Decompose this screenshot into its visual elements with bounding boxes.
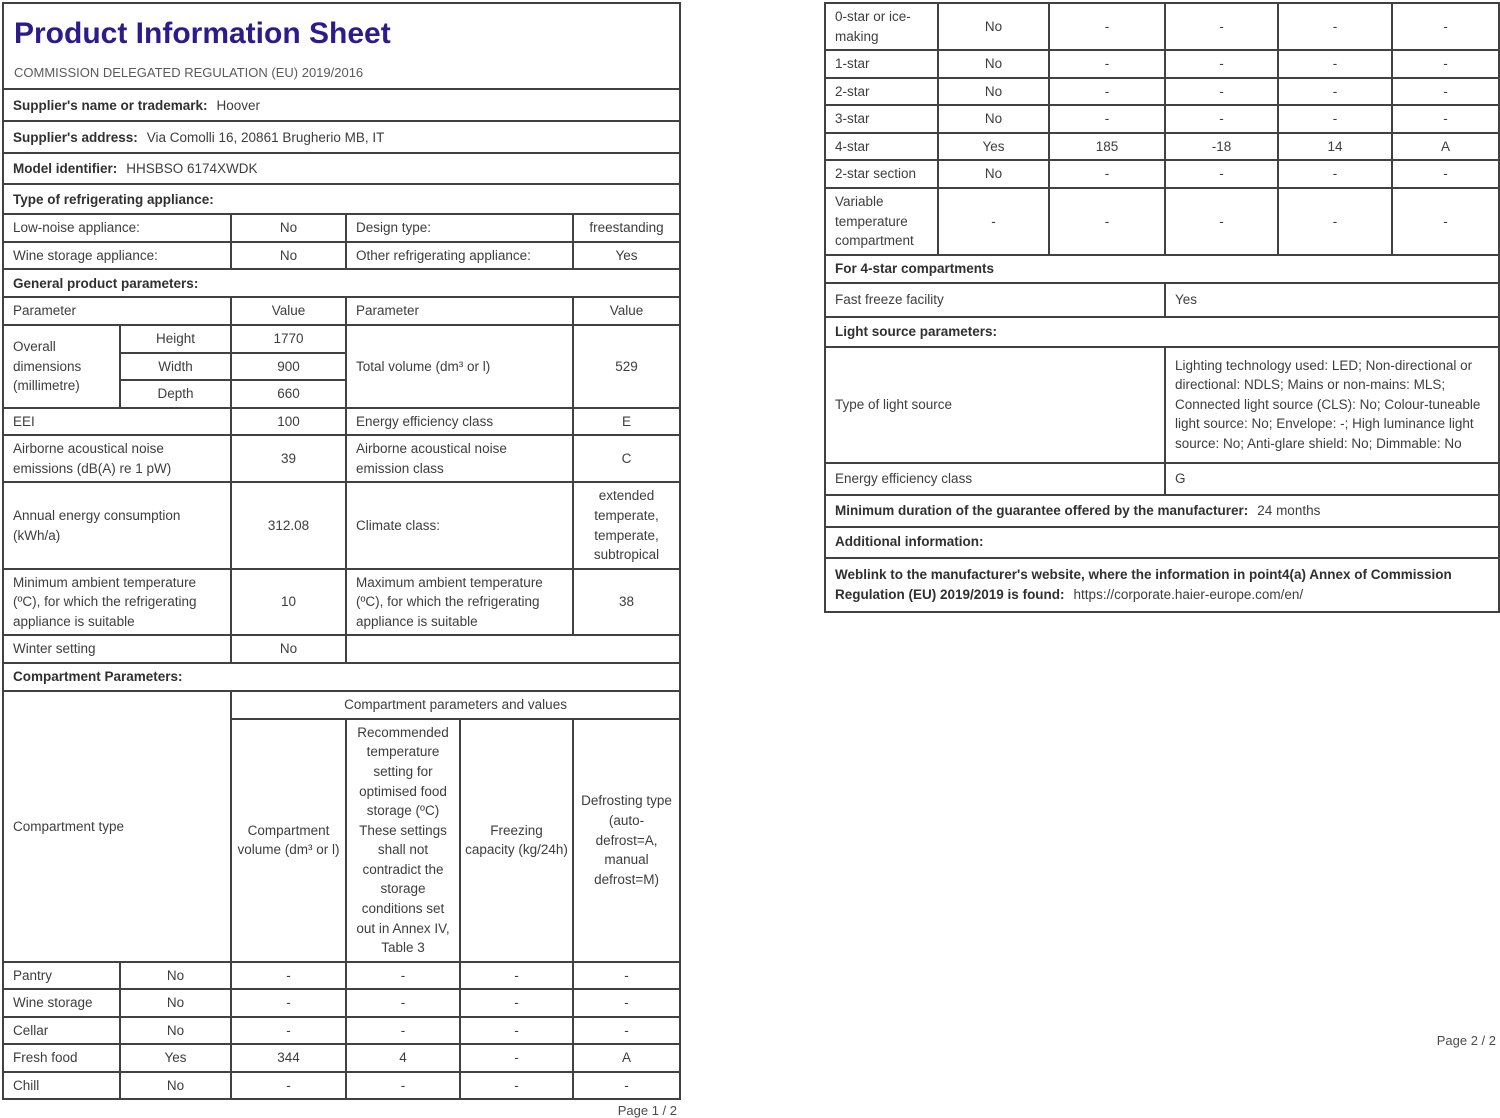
table-cell: - — [1278, 3, 1392, 50]
type-section-header: Type of refrigerating appliance: — [3, 184, 680, 214]
table-row — [3, 408, 680, 436]
table-cell: - — [231, 1017, 346, 1045]
supplier-address-cell — [3, 121, 680, 153]
model-value: HHSBSO 6174XWDK — [126, 161, 258, 177]
table-cell: - — [1392, 3, 1499, 50]
table-cell: - — [1392, 188, 1499, 255]
light-section-header: Light source parameters: — [825, 317, 1499, 347]
page1-table — [2, 2, 681, 1100]
table-row — [3, 214, 680, 242]
table-row — [3, 435, 680, 482]
param-label: EEI — [3, 408, 231, 436]
param-value: 39 — [231, 435, 346, 482]
dimensions-label: Overall dimensions (millimetre) — [3, 325, 120, 408]
page-1 — [2, 2, 679, 1118]
page-title: Product Information Sheet — [14, 17, 391, 50]
table-cell: No — [120, 1072, 231, 1100]
table-cell: - — [1049, 188, 1165, 255]
table-cell: A — [573, 1044, 680, 1072]
table-cell: - — [346, 989, 460, 1017]
param-value: 312.08 — [231, 482, 346, 568]
light-class-label: Energy efficiency class — [825, 463, 1165, 495]
supplier-name-row — [3, 89, 680, 121]
table-row — [3, 962, 680, 990]
table-cell: No — [120, 962, 231, 990]
compartment-name: 2-star — [825, 78, 938, 106]
table-cell: - — [1165, 78, 1278, 106]
supplier-address-row — [3, 121, 680, 153]
param-label: Maximum ambient temperature (ºC), for which the refrigerating appliance is suitable — [346, 569, 573, 636]
param-label: Annual energy consumption (kWh/a) — [3, 482, 231, 568]
table-cell: - — [1049, 3, 1165, 50]
param-value: Yes — [573, 242, 680, 270]
page1-footer: Page 1 / 2 — [617, 1103, 677, 1118]
column-header-row — [3, 297, 680, 325]
table-cell: - — [346, 1072, 460, 1100]
light-class-value: G — [1165, 463, 1499, 495]
table-cell: - — [1165, 3, 1278, 50]
compartment-col-header: Freezing capacity (kg/24h) — [460, 719, 573, 962]
param-label: Energy efficiency class — [346, 408, 573, 436]
param-label: Low-noise appliance: — [3, 214, 231, 242]
empty-cell — [346, 635, 680, 663]
table-cell: - — [231, 1072, 346, 1100]
table-cell: -18 — [1165, 133, 1278, 161]
title-row — [3, 3, 680, 89]
supplier-name-value: Hoover — [216, 97, 261, 113]
dimension-value: 900 — [231, 353, 346, 381]
additional-info-row — [825, 527, 1499, 558]
column-header: Value — [573, 297, 680, 325]
table-cell: 4 — [346, 1044, 460, 1072]
table-cell: - — [573, 989, 680, 1017]
table-row — [3, 1072, 680, 1100]
table-cell: - — [460, 1072, 573, 1100]
supplier-address-label: Supplier's address: — [13, 129, 138, 145]
param-label: Minimum ambient temperature (ºC), for which the refrigerating appliance is suitable — [3, 569, 231, 636]
dimension-name: Height — [120, 325, 231, 353]
param-value: C — [573, 435, 680, 482]
light-type-label: Type of light source — [825, 347, 1165, 463]
param-label: Climate class: — [346, 482, 573, 568]
supplier-name-cell — [3, 89, 680, 121]
fast-freeze-row — [825, 283, 1499, 317]
weblink-row — [825, 558, 1499, 612]
compartment-name: Variable temperature compartment — [825, 188, 938, 255]
weblink-cell — [825, 558, 1499, 612]
table-cell: - — [346, 962, 460, 990]
light-section-row — [825, 317, 1499, 347]
table-cell: - — [1049, 50, 1165, 78]
title-cell — [3, 3, 680, 89]
param-label: Airborne acoustical noise emissions (dB(A) re 1 pW) — [3, 435, 231, 482]
light-type-row — [825, 347, 1499, 463]
fast-freeze-value: Yes — [1165, 283, 1499, 317]
table-row — [3, 482, 680, 568]
compartment-col-header: Compartment volume (dm³ or l) — [231, 719, 346, 962]
four-star-section-row — [825, 255, 1499, 283]
table-cell: - — [1392, 78, 1499, 106]
table-row — [825, 50, 1499, 78]
table-cell: No — [120, 989, 231, 1017]
table-cell: No — [120, 1017, 231, 1045]
table-row — [825, 133, 1499, 161]
table-row — [825, 105, 1499, 133]
page2-table — [824, 2, 1500, 613]
compartment-section-row — [3, 663, 680, 691]
table-cell: - — [1049, 105, 1165, 133]
compartment-type-header: Compartment type — [3, 691, 231, 962]
compartment-name: 4-star — [825, 133, 938, 161]
table-cell: - — [1392, 160, 1499, 188]
dimension-value: 660 — [231, 380, 346, 408]
table-cell: Yes — [938, 133, 1049, 161]
compartment-name: 3-star — [825, 105, 938, 133]
dimensions-row — [3, 325, 680, 353]
column-header: Parameter — [3, 297, 231, 325]
param-value: 38 — [573, 569, 680, 636]
param-value: No — [231, 214, 346, 242]
general-section-row — [3, 269, 680, 297]
table-cell: - — [1392, 105, 1499, 133]
table-cell: - — [1165, 188, 1278, 255]
table-row — [3, 989, 680, 1017]
table-cell: 14 — [1278, 133, 1392, 161]
table-cell: - — [1278, 105, 1392, 133]
weblink-label: Weblink to the manufacturer's website, where the information in point4(a) Annex of Commission Regulation (EU) 2019/2019 is found: — [835, 567, 1452, 602]
param-label: Winter setting — [3, 635, 231, 663]
param-label: Wine storage appliance: — [3, 242, 231, 270]
table-cell: No — [938, 105, 1049, 133]
table-cell: - — [1165, 105, 1278, 133]
type-section-row — [3, 184, 680, 214]
table-cell: No — [938, 160, 1049, 188]
table-cell: No — [938, 78, 1049, 106]
table-cell: - — [938, 188, 1049, 255]
dimension-name: Width — [120, 353, 231, 381]
param-value: No — [231, 635, 346, 663]
table-cell: 185 — [1049, 133, 1165, 161]
compartment-col-header: Recommended temperature setting for optimised food storage (ºC) These settings shall not contradict the storage conditions set out in Annex IV, Table 3 — [346, 719, 460, 962]
table-row — [825, 78, 1499, 106]
compartment-name: Chill — [3, 1072, 120, 1100]
compartment-name: 1-star — [825, 50, 938, 78]
dimension-value: 1770 — [231, 325, 346, 353]
table-cell: - — [460, 1017, 573, 1045]
table-row — [825, 188, 1499, 255]
table-cell: - — [1165, 160, 1278, 188]
param-label: Other refrigerating appliance: — [346, 242, 573, 270]
compartment-col-header: Defrosting type (auto-defrost=A, manual defrost=M) — [573, 719, 680, 962]
regulation-subtitle: COMMISSION DELEGATED REGULATION (EU) 2019/2016 — [14, 64, 364, 80]
table-row — [3, 1044, 680, 1072]
table-cell: - — [1049, 160, 1165, 188]
table-cell: - — [1278, 50, 1392, 78]
table-cell: - — [1165, 50, 1278, 78]
param-value: 100 — [231, 408, 346, 436]
param-label: Design type: — [346, 214, 573, 242]
guarantee-label: Minimum duration of the guarantee offered by the manufacturer: — [835, 502, 1249, 518]
compartment-name: 0-star or ice-making — [825, 3, 938, 50]
param-value: No — [231, 242, 346, 270]
guarantee-value: 24 months — [1257, 502, 1321, 518]
guarantee-row — [825, 495, 1499, 527]
table-row — [3, 569, 680, 636]
compartment-name: 2-star section — [825, 160, 938, 188]
table-row — [3, 242, 680, 270]
table-cell: 344 — [231, 1044, 346, 1072]
table-cell: Yes — [120, 1044, 231, 1072]
param-label: Airborne acoustical noise emission class — [346, 435, 573, 482]
total-volume-label: Total volume (dm³ or l) — [346, 325, 573, 408]
fast-freeze-label: Fast freeze facility — [825, 283, 1165, 317]
table-cell: - — [573, 962, 680, 990]
supplier-name-label: Supplier's name or trademark: — [13, 97, 208, 113]
column-header: Value — [231, 297, 346, 325]
table-cell: - — [573, 1072, 680, 1100]
weblink-url: https://corporate.haier-europe.com/en/ — [1073, 586, 1304, 602]
table-cell: No — [938, 50, 1049, 78]
model-cell — [3, 153, 680, 184]
param-value: E — [573, 408, 680, 436]
table-cell: - — [1278, 78, 1392, 106]
param-value: freestanding — [573, 214, 680, 242]
table-cell: - — [460, 962, 573, 990]
compartment-header-row — [3, 691, 680, 719]
model-label: Model identifier: — [13, 161, 118, 177]
compartment-group-header: Compartment parameters and values — [231, 691, 680, 719]
column-header: Parameter — [346, 297, 573, 325]
guarantee-cell — [825, 495, 1499, 527]
param-value: extended temperate, temperate, subtropical — [573, 482, 680, 568]
page2-footer: Page 2 / 2 — [1436, 1033, 1496, 1048]
model-row — [3, 153, 680, 184]
table-cell: No — [938, 3, 1049, 50]
compartment-name: Fresh food — [3, 1044, 120, 1072]
table-row — [825, 3, 1499, 50]
table-cell: - — [460, 1044, 573, 1072]
compartment-section-header: Compartment Parameters: — [3, 663, 680, 691]
param-value: 10 — [231, 569, 346, 636]
table-cell: - — [1392, 50, 1499, 78]
table-row — [825, 160, 1499, 188]
table-cell: A — [1392, 133, 1499, 161]
table-cell: - — [573, 1017, 680, 1045]
general-section-header: General product parameters: — [3, 269, 680, 297]
table-cell: - — [460, 989, 573, 1017]
table-row — [3, 1017, 680, 1045]
total-volume-value: 529 — [573, 325, 680, 408]
supplier-address-value: Via Comolli 16, 20861 Brugherio MB, IT — [146, 129, 385, 145]
table-cell: - — [1278, 188, 1392, 255]
compartment-name: Wine storage — [3, 989, 120, 1017]
table-cell: - — [1049, 78, 1165, 106]
light-type-value: Lighting technology used: LED; Non-directional or directional: NDLS; Mains or non-mains: MLS; Connected light source (CLS): No; Colour-tuneable light source: No; Envelope: -; High luminance light source: No; Anti-glare shield: No; Dimmable: No — [1165, 347, 1499, 463]
page-2 — [824, 2, 1498, 1048]
table-row — [3, 635, 680, 663]
table-cell: - — [1278, 160, 1392, 188]
compartment-name: Cellar — [3, 1017, 120, 1045]
table-cell: - — [231, 989, 346, 1017]
table-cell: - — [231, 962, 346, 990]
table-cell: - — [346, 1017, 460, 1045]
additional-info-header: Additional information: — [825, 527, 1499, 558]
dimension-name: Depth — [120, 380, 231, 408]
compartment-name: Pantry — [3, 962, 120, 990]
light-class-row — [825, 463, 1499, 495]
four-star-section-header: For 4-star compartments — [825, 255, 1499, 283]
